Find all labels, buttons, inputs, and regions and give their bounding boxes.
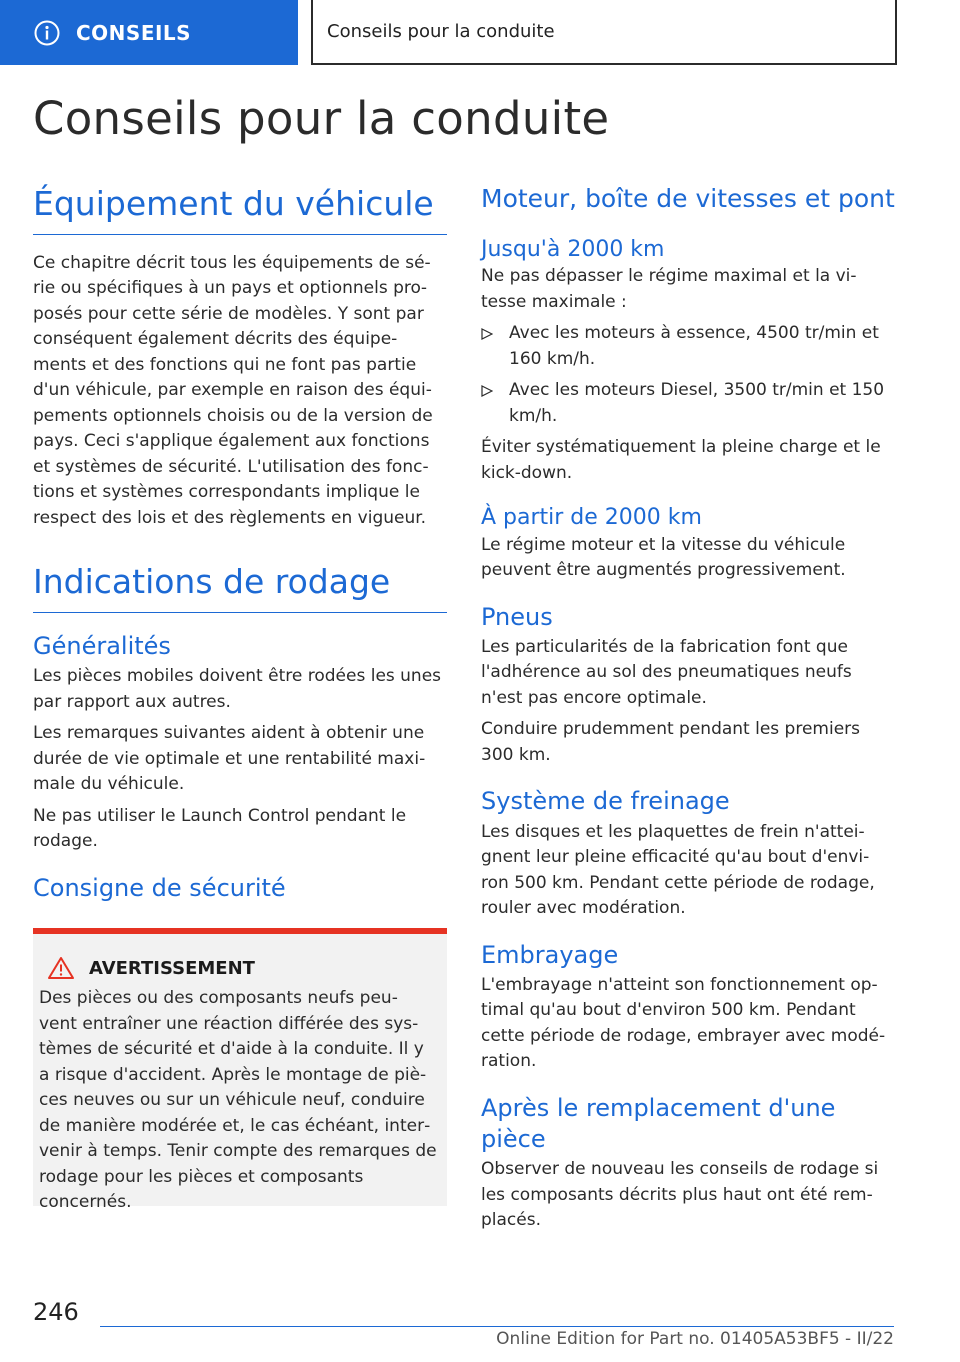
equipement-paragraph: Ce chapitre décrit tous les équipements de sé‐ rie ou spécifiques à un pays et optionnels pro‐ posés pour cette série de modèles. Y sont par conséquent également décrits des équipe‐ ments et des fonctions qui ne font pas partie d'un véhicule, par exemple en raison des équi‐ pements optionnels choisis ou de la version de pays. Ceci s'applique également aux fonctions et systèmes de sécurité. L'utilisation des fonc‐ tions et systèmes correspondants implique le respect des lois et des règlements en vigueur. bbox=[33, 252, 433, 528]
heading-moteur: Moteur, boîte de vitesses et pont bbox=[481, 184, 895, 213]
a-partir-paragraph: Le régime moteur et la vitesse du véhicule peuvent être augmentés progressivement. bbox=[481, 534, 846, 581]
warning-text: Des pièces ou des composants neufs peu‐ vent entraîner une réaction différée des sys‐ tèmes de sécurité et d'aide à la conduite. Il y a risque d'accident. Après le montage de piè‐ ces neuves ou sur un véhicule neuf, conduire de manière modérée et, le cas échéant, inter‐ venir à temps. Tenir compte des remarques de rodage pour les pièces et composants concernés. bbox=[39, 988, 437, 1213]
warning-header bbox=[47, 956, 439, 980]
section-tab-label: CONSEILS bbox=[76, 20, 192, 45]
heading-jusqua-2000: Jusqu'à 2000 km bbox=[481, 236, 665, 262]
heading-equipement: Équipement du véhicule bbox=[33, 183, 447, 235]
heading-securite: Consigne de sécurité bbox=[33, 873, 286, 902]
page-title: Conseils pour la conduite bbox=[33, 92, 610, 145]
list-item bbox=[481, 378, 895, 429]
jusqua-paragraph: Ne pas dépasser le régime maximal et la vi‐ tesse maximale : bbox=[481, 266, 857, 312]
section-tab bbox=[0, 0, 298, 65]
freinage-paragraph: Les disques et les plaquettes de frein n'attei‐ gnent leur pleine efficacité qu'au bout d'envi‐ ron 500 km. Pendant cette période de rodage, rouler avec modération. bbox=[481, 821, 875, 919]
right-column bbox=[481, 183, 895, 1234]
generalites-paragraph-2: Les remarques suivantes aident à obtenir une durée de vie optimale et une rentabilité maxi‐ male du véhicule. bbox=[33, 723, 426, 795]
bullet-text: Avec les moteurs Diesel, 3500 tr/min et 150 km/h. bbox=[509, 380, 885, 426]
pneus-paragraph-1: Les particularités de la fabrication font que l'adhérence au sol des pneumatiques neufs n'est pas encore optimale. bbox=[481, 636, 852, 708]
heading-a-partir-2000: À partir de 2000 km bbox=[481, 505, 702, 531]
warning-triangle-icon bbox=[47, 956, 75, 980]
footer-divider bbox=[100, 1326, 894, 1327]
warning-title: AVERTISSEMENT bbox=[89, 957, 255, 979]
generalites-paragraph-3: Ne pas utiliser le Launch Control pendant le rodage. bbox=[33, 805, 407, 852]
breadcrumb-label: Conseils pour la conduite bbox=[327, 21, 555, 42]
generalites-paragraph-1: Les pièces mobiles doivent être rodées les unes par rapport aux autres. bbox=[33, 666, 442, 712]
bullet-triangle-icon bbox=[481, 328, 493, 340]
embrayage-paragraph: L'embrayage n'atteint son fonctionnement op‐ timal qu'au bout d'environ 500 km. Pendant cette période de rodage, embrayer avec modé‐ ration. bbox=[481, 974, 886, 1072]
heading-embrayage: Embrayage bbox=[481, 940, 619, 969]
bullet-text: Avec les moteurs à essence, 4500 tr/min et 160 km/h. bbox=[509, 323, 879, 369]
list-item bbox=[481, 321, 895, 372]
page-number: 246 bbox=[33, 1298, 79, 1326]
left-column bbox=[33, 183, 447, 1213]
warning-box bbox=[33, 928, 447, 1213]
heading-pneus: Pneus bbox=[481, 602, 553, 631]
heading-remplacement: Après le remplacement d'une pièce bbox=[481, 1093, 836, 1153]
info-icon bbox=[34, 20, 60, 46]
pneus-paragraph-2: Conduire prudemment pendant les premiers 300 km. bbox=[481, 719, 861, 765]
speed-limits-list bbox=[481, 321, 895, 429]
heading-rodage: Indications de rodage bbox=[33, 561, 447, 613]
eviter-paragraph: Éviter systématiquement la pleine charge et le kick-down. bbox=[481, 437, 881, 483]
heading-generalites: Généralités bbox=[33, 632, 171, 661]
heading-freinage: Système de freinage bbox=[481, 787, 730, 816]
bullet-triangle-icon bbox=[481, 385, 493, 397]
breadcrumb bbox=[311, 0, 897, 65]
footer-edition: Online Edition for Part no. 01405A53BF5 - II/22 bbox=[496, 1329, 894, 1349]
remplacement-paragraph: Observer de nouveau les conseils de rodage si les composants décrits plus haut ont été rem‐ placés. bbox=[481, 1159, 879, 1231]
